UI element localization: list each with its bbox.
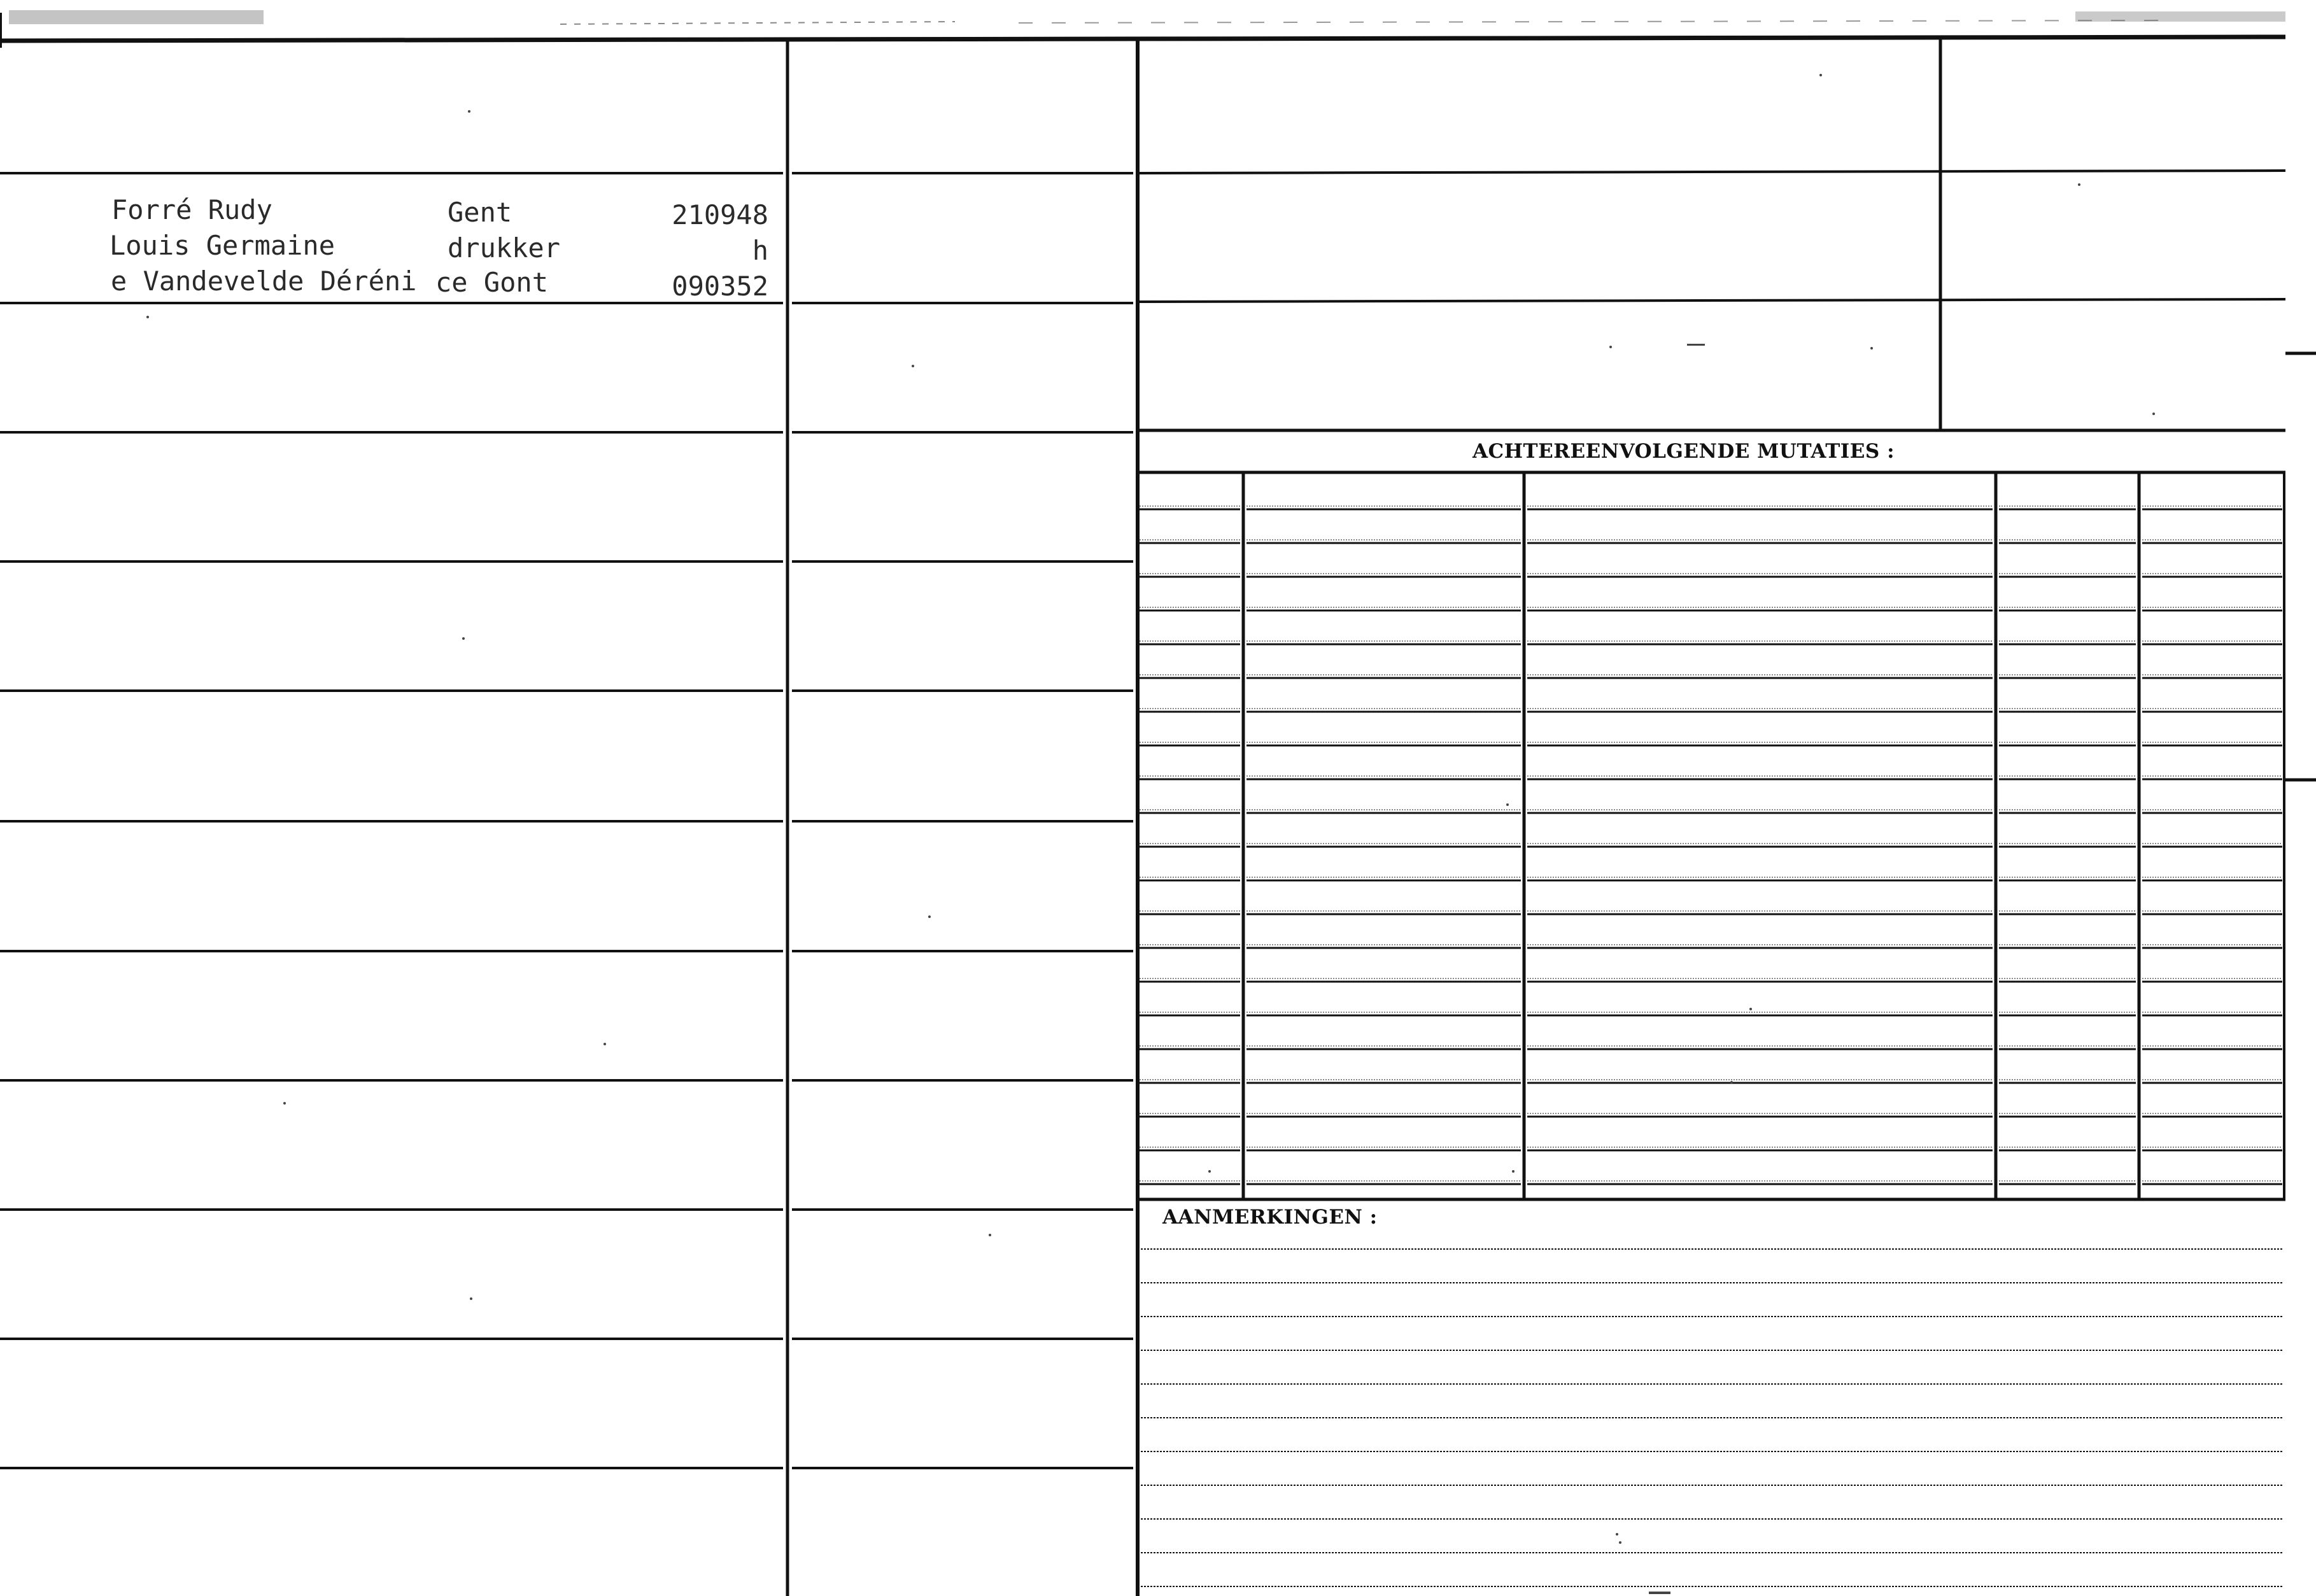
entry-line1-name: Forré Rudy [111, 194, 272, 225]
entry-line2-number: h [752, 235, 768, 266]
entry-line2-name: Louis Germaine [109, 230, 335, 261]
entry-line3-number: 090352 [672, 271, 768, 302]
remarks-heading: AANMERKINGEN : [1162, 1206, 1378, 1229]
entry-line2-place: drukker [448, 232, 561, 264]
entry-line3-name: e Vandevelde Déréni [111, 265, 417, 297]
entry-line3-place: ce Gont [435, 267, 549, 298]
entry-line1-place: Gent [448, 197, 512, 228]
entry-line1-number: 210948 [672, 199, 768, 230]
mutations-heading: ACHTEREENVOLGENDE MUTATIES : [1472, 440, 1895, 463]
